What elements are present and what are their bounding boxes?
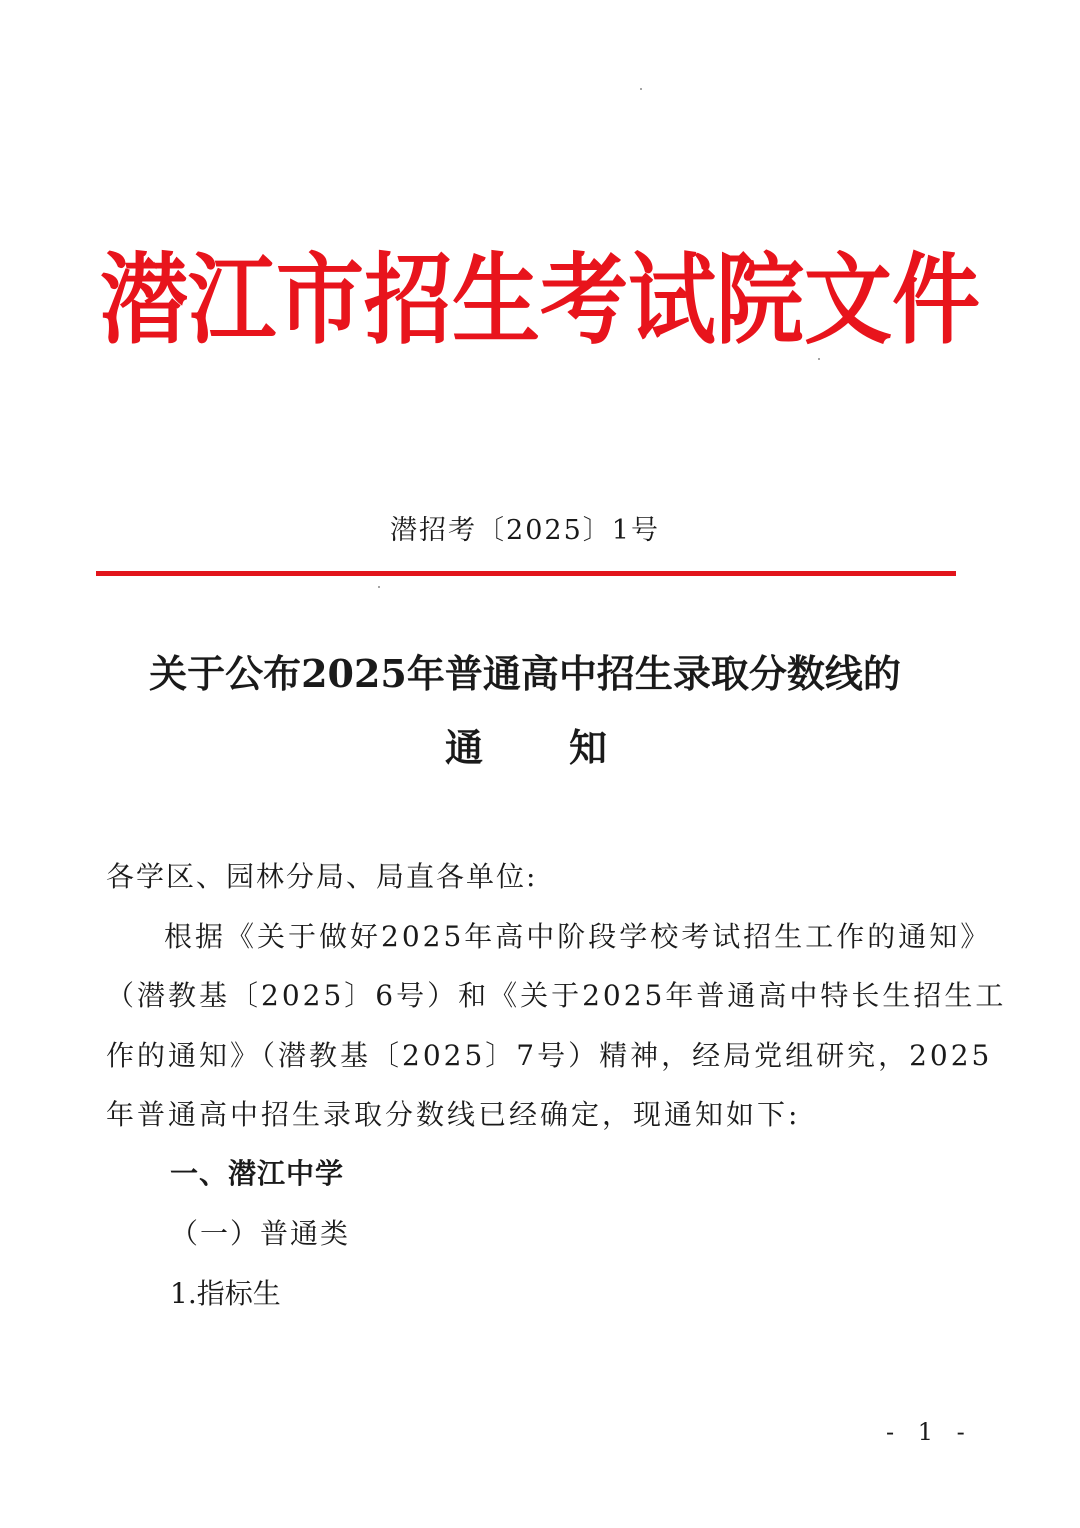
subsection-heading: （一）普通类 xyxy=(170,1217,351,1250)
issuing-authority-header: 潜江市招生考试院文件 xyxy=(99,242,980,358)
scan-speck xyxy=(640,88,642,90)
paragraph-line: 作的通知》（潜教基〔2025〕7号）精神，经局党组研究，2025 xyxy=(106,1039,993,1072)
salutation: 各学区、园林分局、局直各单位: xyxy=(106,860,538,893)
red-divider-line xyxy=(96,571,956,576)
notice-title: 关于公布2025年普通高中招生录取分数线的 xyxy=(149,651,901,696)
list-item-heading: 1.指标生 xyxy=(170,1277,281,1310)
paragraph-line: 根据《关于做好2025年高中阶段学校考试招生工作的通知》 xyxy=(164,920,992,953)
scan-speck xyxy=(378,586,380,588)
notice-title-subtitle: 通知 xyxy=(445,725,694,770)
document-number: 潜招考〔2025〕1号 xyxy=(390,515,660,546)
section-heading: 一、潜江中学 xyxy=(170,1157,345,1190)
scan-speck xyxy=(818,358,820,360)
page-number: - 1 - xyxy=(886,1418,973,1446)
paragraph-line: （潜教基〔2025〕6号）和《关于2025年普通高中特长生招生工 xyxy=(106,979,1007,1012)
paragraph-line: 年普通高中招生录取分数线已经确定，现通知如下: xyxy=(106,1098,801,1131)
